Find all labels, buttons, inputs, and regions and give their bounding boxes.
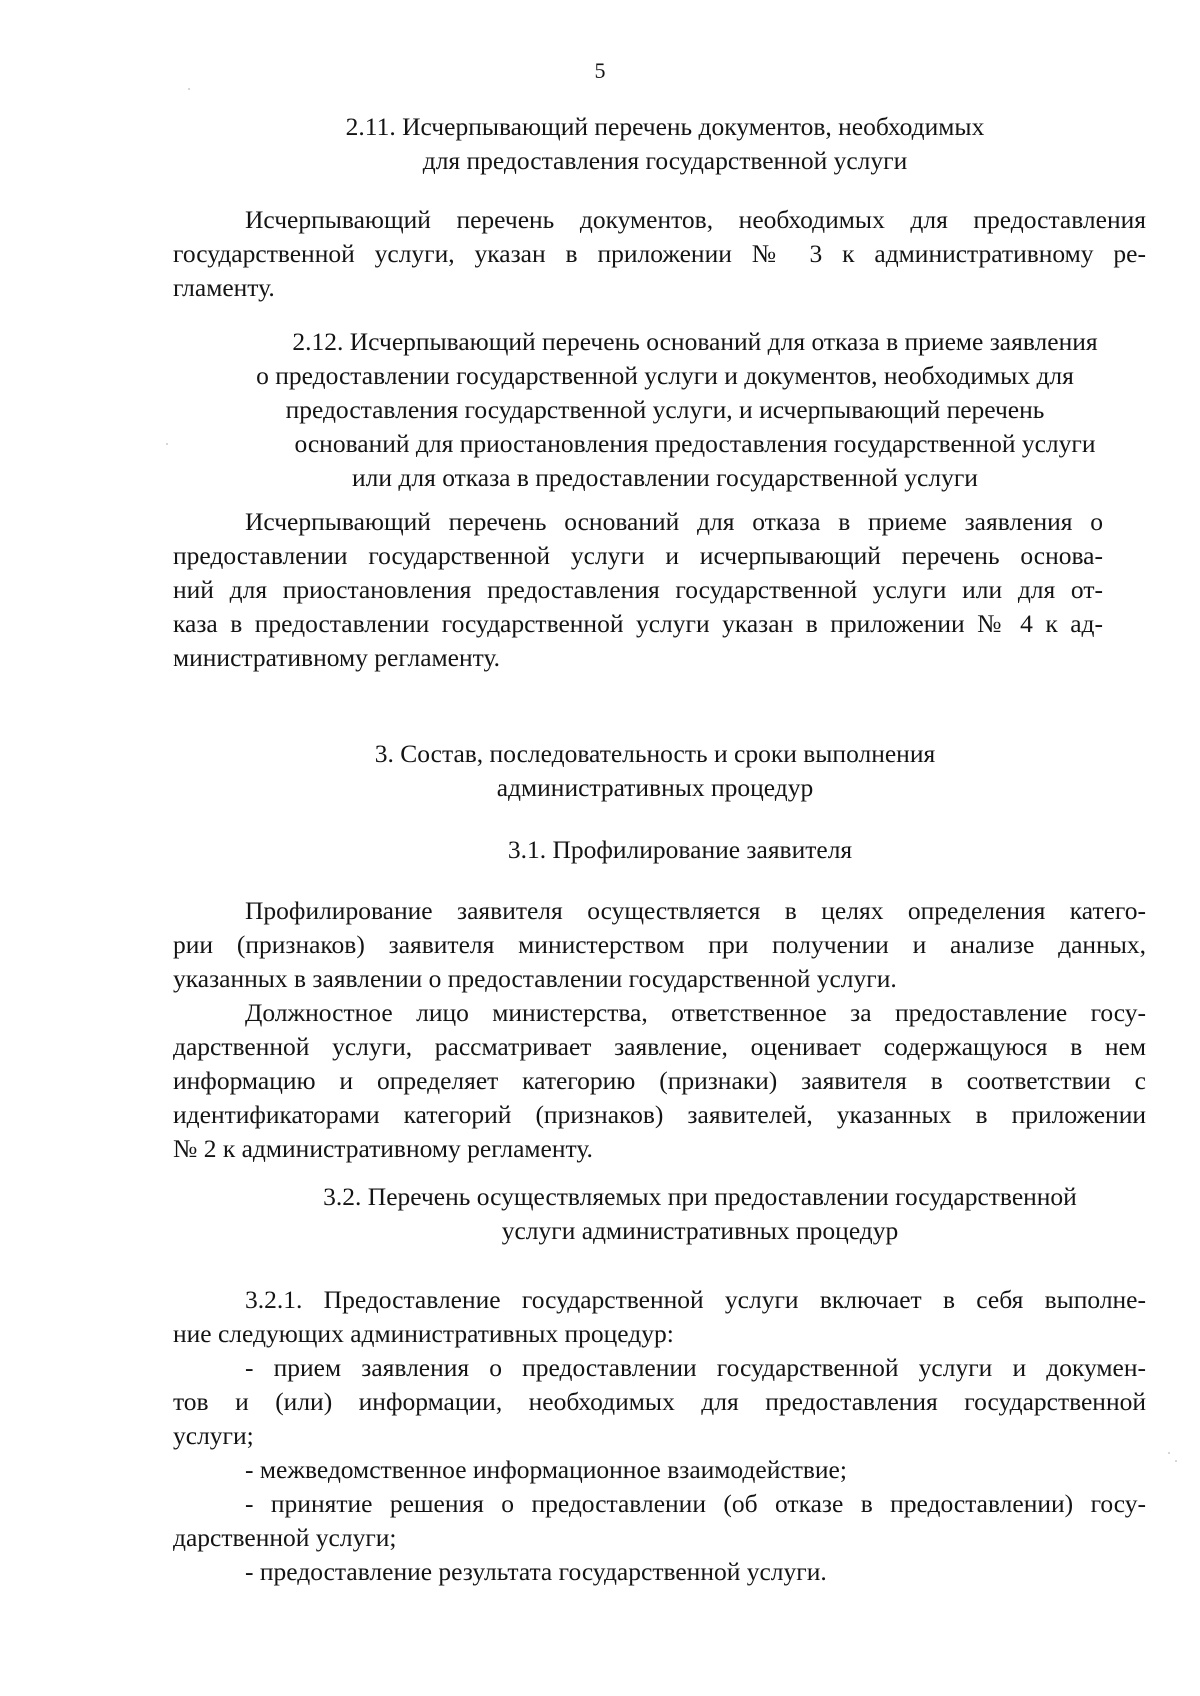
text-line: дарственной услуги, рассматривает заявление, оценивает содержащуюся в нем [173,1032,1146,1061]
section-paragraph-3-1 [173,894,1146,1166]
text-line: гламенту. [173,273,275,302]
list-item-line: услуги; [173,1421,254,1450]
heading-line: 3.2. Перечень осуществляемых при предоставлении государственной [323,1182,1077,1211]
text-line: информацию и определяет категорию (признаки) заявителя в соответствии с [173,1066,1146,1095]
text-line: каза в предоставлении государственной услуги указан в приложении № 4 к ад- [173,609,1103,638]
text-line: ние следующих административных процедур: [173,1319,674,1348]
heading-line: предоставления государственной услуги, и исчерпывающий перечень [285,395,1045,424]
scan-speck [188,88,190,90]
heading-line: 3.1. Профилирование заявителя [507,835,853,864]
section-heading-2-11 [310,110,1020,178]
text-line: 3.2.1. Предоставление государственной услуги включает в себя выполне- [245,1285,1146,1314]
scan-speck [166,443,168,445]
heading-line: административных процедур [496,773,814,802]
text-line: рии (признаков) заявителя министерством при получении и анализе данных, [173,930,1146,959]
list-item-line: - межведомственное информационное взаимодействие; [245,1455,847,1484]
heading-line: оснований для приостановления предоставления государственной услуги [294,429,1096,458]
text-line: министративному регламенту. [173,643,501,672]
text-line: указанных в заявлении о предоставлении государственной услуги. [173,964,897,993]
section-heading-2-12 [190,325,1140,495]
section-heading-3 [340,737,970,805]
heading-line: 3. Состав, последовательность и сроки выполнения [374,739,936,768]
list-item-line: - предоставление результата государственной услуги. [245,1557,827,1586]
text-line: № 2 к административному регламенту. [173,1134,593,1163]
section-heading-3-1 [480,833,880,867]
heading-line: для предоставления государственной услуги [422,146,908,175]
list-item-line: - принятие решения о предоставлении (об отказе в предоставлении) госу- [245,1489,1146,1518]
heading-line: или для отказа в предоставлении государственной услуги [352,463,978,492]
text-line: Профилирование заявителя осуществляется в целях определения катего- [245,896,1146,925]
list-item-line: - прием заявления о предоставлении государственной услуги и докумен- [245,1353,1146,1382]
text-line: государственной услуги, указан в приложении № 3 к административному ре- [173,239,1146,268]
text-line: идентификаторами категорий (признаков) заявителей, указанных в приложении [173,1100,1146,1129]
scan-speck [1168,1452,1170,1454]
text-line: Должностное лицо министерства, ответственное за предоставление госу- [245,998,1146,1027]
heading-line: 2.12. Исчерпывающий перечень оснований для отказа в приеме заявления [292,327,1098,356]
scan-speck [1175,1460,1177,1462]
heading-line: о предоставлении государственной услуги и документов, необходимых для [256,361,1074,390]
section-heading-3-2 [270,1180,1130,1248]
heading-line: 2.11. Исчерпывающий перечень документов, необходимых [345,112,985,141]
section-paragraph-2-11 [173,203,1146,305]
page-number: 5 [594,58,606,83]
text-line: Исчерпывающий перечень оснований для отказа в приеме заявления о [245,507,1103,536]
text-line: ний для приостановления предоставления государственной услуги или для от- [173,575,1103,604]
text-line: предоставлении государственной услуги и исчерпывающий перечень основа- [173,541,1103,570]
section-paragraph-2-12 [173,505,1103,675]
list-item-line: дарственной услуги; [173,1523,397,1552]
section-paragraph-3-2 [173,1283,1146,1589]
heading-line: услуги административных процедур [501,1216,899,1245]
text-line: Исчерпывающий перечень документов, необходимых для предоставления [245,205,1146,234]
list-item-line: тов и (или) информации, необходимых для предоставления государственной [173,1387,1146,1416]
